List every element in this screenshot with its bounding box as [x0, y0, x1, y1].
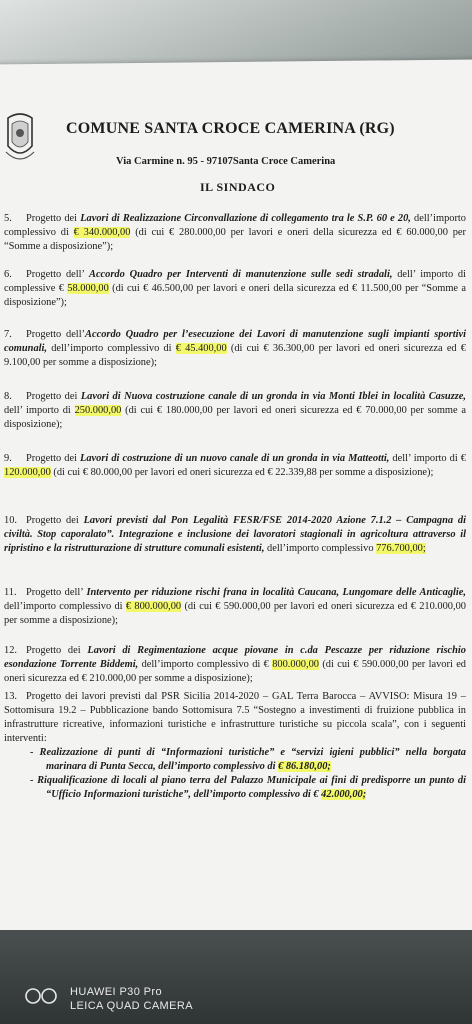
highlighted-amount: 120.000,00	[4, 467, 51, 478]
sub-item-text: - Riqualificazione di locali al piano terra del Palazzo Municipale ai fini di predisporre un punto di “Ufficio Informazioni turistiche”, dell’importo complessivo di €	[30, 775, 466, 800]
list-item	[4, 268, 466, 310]
item-prefix: Progetto dei	[26, 213, 81, 224]
item-number: 8.	[4, 391, 12, 402]
list-item	[4, 390, 466, 432]
list-item	[4, 212, 466, 254]
item-title: Lavori di Realizzazione Circonvallazione di collegamento tra le S.P. 60 e 20,	[80, 213, 411, 224]
item-number: 9.	[4, 453, 12, 464]
item-title: Lavori di Nuova costruzione canale di un gronda in via Monti Iblei in località Casuzze,	[80, 391, 466, 402]
item-title: Intervento per riduzione rischi frana in località Caucana, Lungomare delle Anticaglie,	[86, 587, 466, 598]
item-title: Lavori di Regimentazione acque piovane in c.da Pescazze per riduzione rischio esondazione Torrente Biddemi,	[4, 645, 466, 670]
item-number: 12.	[4, 645, 17, 656]
highlighted-amount: 42.000,00;	[321, 789, 367, 800]
item-text: (di cui € 180.000,00 per lavori ed oneri sicurezza ed € 70.000,00 per somme a disposizione);	[4, 405, 467, 430]
item-text: dell’ importo di complessive €	[4, 269, 466, 294]
item-prefix: Progetto dei	[26, 645, 88, 656]
list-item	[4, 514, 466, 556]
item-text: (di cui € 46.500,00 per lavori e oneri della sicurezza ed € 11.500,00 per “Somme a disposizione”);	[4, 283, 466, 308]
item-text: (di cui € 590.000,00 per lavori ed oneri sicurezza ed € 210.000,00 per somme a disposizione);	[4, 601, 466, 626]
item-number: 10.	[4, 515, 17, 526]
item-title: Lavori di costruzione di un nuovo canale di un gronda in via Matteotti,	[80, 453, 390, 464]
watermark-line: HUAWEI P30 Pro	[70, 986, 162, 998]
item-number: 7.	[4, 329, 12, 340]
item-text: (di cui € 280.000,00 per lavori e oneri della sicurezza ed € 60.000,00 per “Somme a disposizione”);	[4, 227, 466, 252]
camera-brand-logo-icon	[24, 986, 64, 1006]
item-text: dell’importo complessivo di	[4, 213, 467, 238]
item-text: dell’importo complessivo di	[47, 343, 176, 354]
highlighted-amount: € 340.000,00	[73, 227, 131, 238]
list-item	[4, 690, 466, 802]
sub-item-text: - Realizzazione di punti di “Informazioni turistiche” e “servizi igieni pubblici” nella borgata marinara di Punta Secca, dell’importo complessivo di	[30, 747, 466, 772]
item-text: dell’importo complessivo	[264, 543, 377, 554]
watermark-line: LEICA QUAD CAMERA	[70, 1000, 193, 1012]
list-item	[4, 452, 466, 480]
item-prefix: Progetto dell’	[26, 329, 86, 340]
item-text: dell’ importo di €	[389, 453, 466, 464]
item-text: dell’importo complessivo di €	[138, 659, 273, 670]
item-number: 6.	[4, 269, 12, 280]
highlighted-amount: 58.000,00	[67, 283, 109, 294]
item-prefix: Progetto dei	[26, 453, 80, 464]
item-number: 5.	[4, 213, 12, 224]
item-title: Lavori previsti dal Pon Legalità FESR/FSE 2014-2020 Azione 7.1.2 – Campagna di civiltà. Stop caporalato”. Integrazione e inclusione dei lavoratori stagionali in agricoltura attraverso il ripristino e la ristrutturazione di strutture comunali esistenti,	[4, 515, 466, 554]
item-prefix: Progetto dei	[26, 391, 81, 402]
highlighted-amount: € 800.000,00	[125, 601, 182, 612]
item-number: 13.	[4, 691, 17, 702]
camera-watermark	[70, 985, 193, 1013]
item-title: Accordo Quadro per Interventi di manutenzione sulle sedi stradali,	[89, 269, 393, 280]
item-text: (di cui € 36.300,00 per lavori ed oneri sicurezza ed € 9.100,00 per somme a disposizione);	[4, 343, 466, 368]
list-item	[4, 644, 466, 686]
item-title: Accordo Quadro per l’esecuzione dei Lavori di manutenzione sugli impianti sportivi comunali,	[4, 329, 466, 354]
list-item	[4, 328, 466, 370]
municipal-crest-icon	[2, 108, 38, 168]
section-heading: IL SINDACO	[200, 180, 276, 194]
item-text: dell’importo complessivo di	[4, 601, 126, 612]
item-text: Progetto dei lavori previsti dal PSR Sicilia 2014-2020 – GAL Terra Barocca – AVVISO: Misura 19 – Sottomisura 19.2 – Pubblicazione bando Sottomisura 7.5 “Sostegno a investimenti di fruizione pubblica in infrastrutture ricreative, informazioni turistiche e infrastrutture turistiche su piccola scala”, con i seguenti interventi:	[4, 691, 466, 744]
item-number: 11.	[4, 587, 17, 598]
highlighted-amount: 776.700,00;	[376, 543, 426, 554]
item-prefix: Progetto dell’	[26, 269, 90, 280]
list-item	[4, 586, 466, 628]
item-prefix: Progetto dei	[26, 515, 84, 526]
municipality-title: COMUNE SANTA CROCE CAMERINA (RG)	[66, 120, 395, 137]
item-text: dell’ importo di	[4, 405, 75, 416]
item-prefix: Progetto dell’	[26, 587, 87, 598]
item-text: (di cui € 80.000,00 per lavori ed oneri sicurezza ed € 22.339,88 per somme a disposizione);	[50, 467, 434, 478]
municipality-address: Via Carmine n. 95 - 97107Santa Croce Camerina	[116, 156, 336, 167]
highlighted-amount: € 86.180,00;	[278, 761, 331, 772]
item-text: (di cui € 590.000,00 per lavori ed oneri sicurezza ed € 210.000,00 per somme a disposizione);	[4, 659, 466, 684]
highlighted-amount: 800.000,00	[272, 659, 319, 670]
highlighted-amount: € 45.400,00	[175, 343, 227, 354]
highlighted-amount: 250.000,00	[74, 405, 122, 416]
